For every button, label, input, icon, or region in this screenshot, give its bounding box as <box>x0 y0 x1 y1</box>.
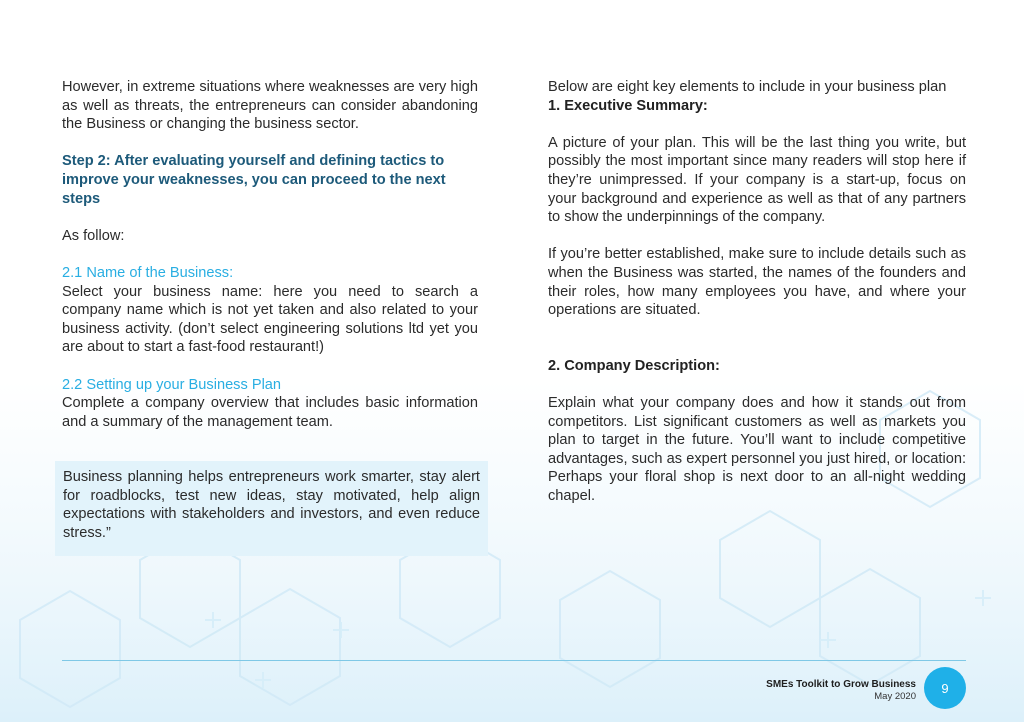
footer-divider <box>62 660 966 661</box>
section-2-1-body: Select your business name: here you need to search a company name which is not yet taken and also related to your business activity. (don’t select engineering solutions ltd yet you are about to start a fast-food restaurant!) <box>62 283 478 356</box>
executive-summary-paragraph-1: A picture of your plan. This will be the last thing you write, but possibly the most important since many readers will stop here if they’re unimpressed. If your company is a start-up, focus on your background and experience as well as that of any partners to show the underpinnings of the company. <box>548 134 966 226</box>
executive-summary-title: 1. Executive Summary: <box>548 97 708 114</box>
footer-title: SMEs Toolkit to Grow Business <box>766 679 916 690</box>
section-2-2-title: 2.2 Setting up your Business Plan <box>62 376 282 393</box>
section-2-1-title: 2.1 Name of the Business: <box>62 264 234 281</box>
intro-paragraph: However, in extreme situations where weaknesses are very high as well as threats, the entrepreneurs can consider abandoning the Business or changing the business sector. <box>62 79 478 133</box>
page-number: 9 <box>941 680 949 696</box>
company-description-title: 2. Company Description: <box>548 357 720 374</box>
footer-text <box>766 679 916 703</box>
right-intro: Below are eight key elements to include in your business plan <box>548 79 947 95</box>
step2-heading: Step 2: After evaluating yourself and defining tactics to improve your weaknesses, you can proceed to the next steps <box>62 153 446 207</box>
footer-date: May 2020 <box>874 691 916 702</box>
page-number-badge <box>924 667 966 709</box>
quote-box <box>55 461 488 556</box>
executive-summary-paragraph-2: If you’re better established, make sure to include details such as when the Business was started, the names of the founders and their roles, how many employees you have, and where your operations are situated. <box>548 246 966 319</box>
quote-text: Business planning helps entrepreneurs work smarter, stay alert for roadblocks, test new ideas, stay motivated, help align expectations with stakeholders and investors, and even reduce stress.” <box>63 469 480 541</box>
as-follow-text: As follow: <box>62 227 125 244</box>
company-description-body: Explain what your company does and how it stands out from competitors. List significant customers as well as markets you plan to target in the future. You’ll want to include competitive advantages, such as expert personnel you just hired, or location: Perhaps your floral shop is next door to an all-night wedding chapel. <box>548 395 966 505</box>
section-2-2-body: Complete a company overview that includes basic information and a summary of the management team. <box>62 395 478 430</box>
left-column <box>62 78 478 431</box>
right-column <box>548 78 966 506</box>
